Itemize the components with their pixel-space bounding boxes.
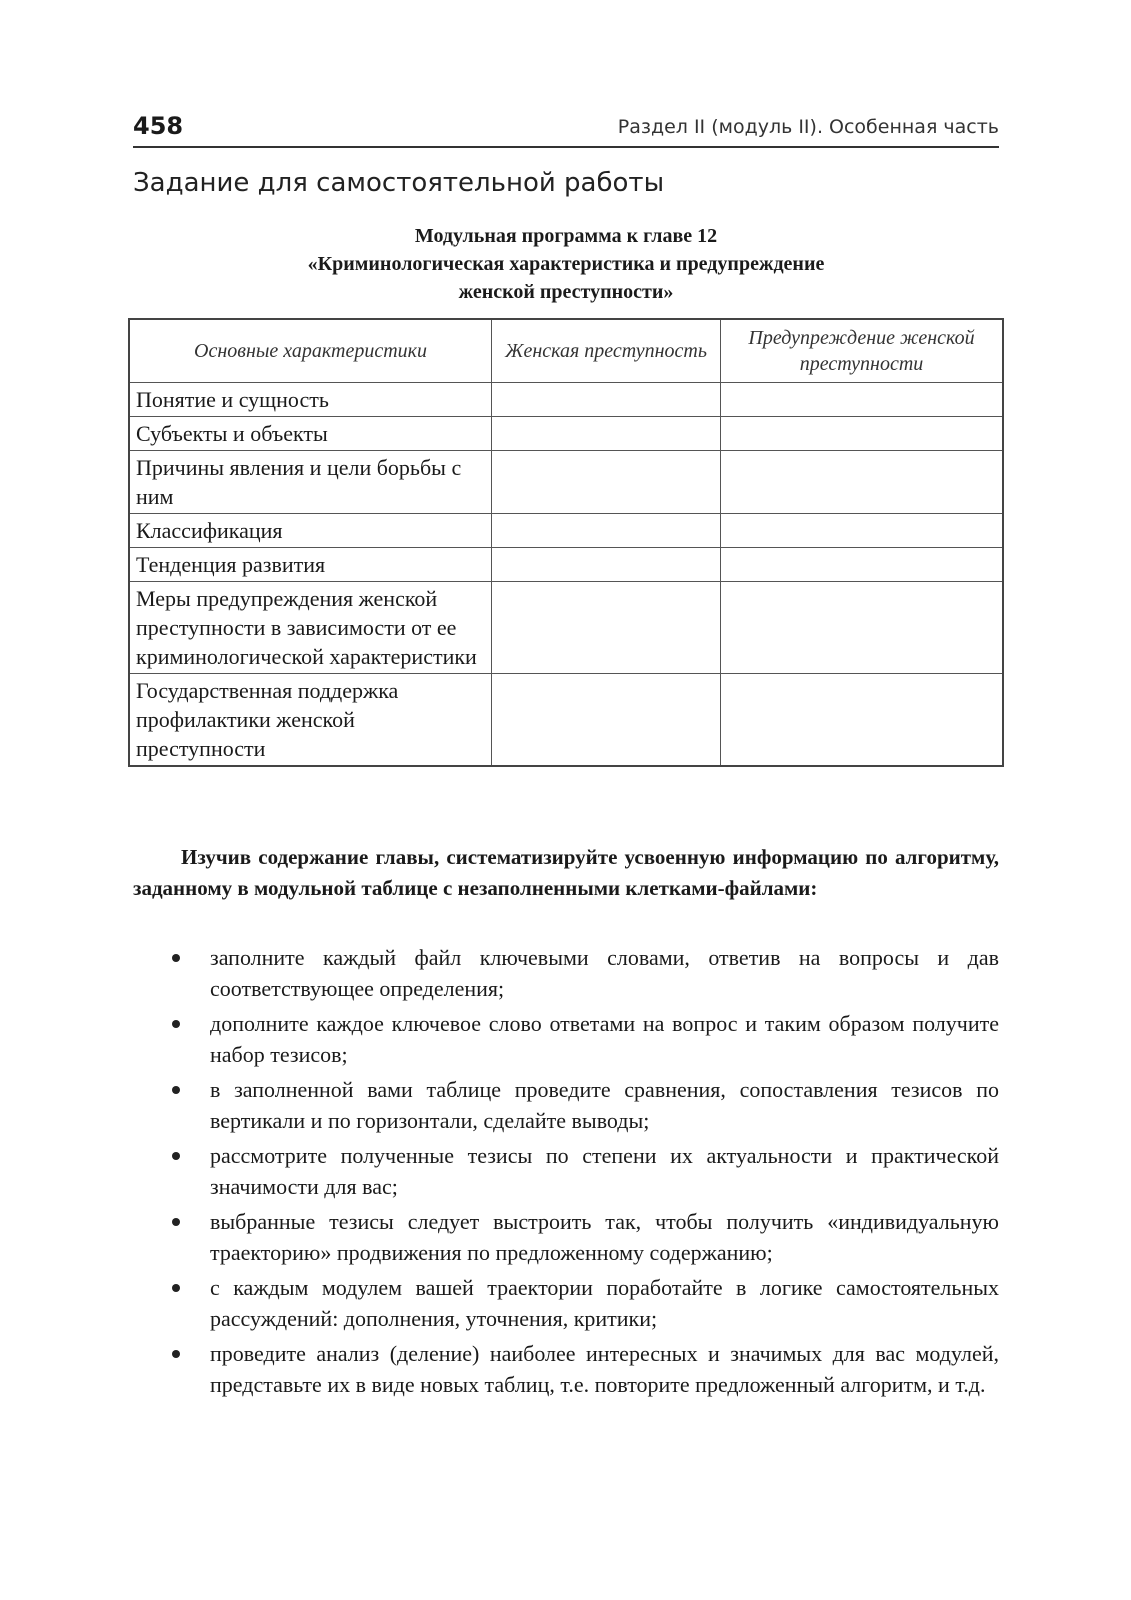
list-item [162,1008,999,1070]
page-header [133,112,999,148]
empty-cell [721,514,1003,548]
row-label: Государственная поддержка профилактики женской преступности [129,674,492,767]
empty-cell [492,383,721,417]
header-female-crime: Женская преступность [492,319,721,383]
list-item-text: дополните каждое ключевое слово ответами на вопрос и таким образом получите набор тезисов; [210,1011,999,1067]
list-item [162,1140,999,1202]
row-label: Понятие и сущность [129,383,492,417]
empty-cell [721,582,1003,674]
empty-cell [721,383,1003,417]
list-item [162,1206,999,1268]
bullet-icon [172,954,180,962]
header-prevention: Предупреждение женской преступности [721,319,1003,383]
list-item [162,942,999,1004]
bullet-icon [172,1020,180,1028]
row-label: Классификация [129,514,492,548]
list-item-text: проведите анализ (деление) наиболее интересных и значимых для вас модулей, представьте их в виде новых таблиц, т.е. повторите предложенный алгоритм, и т.д. [210,1341,999,1397]
list-item [162,1272,999,1334]
bullet-icon [172,1350,180,1358]
empty-cell [492,582,721,674]
table-row [129,582,1003,674]
list-item-text: с каждым модулем вашей траектории поработайте в логике самостоятельных рассуждений: дополнения, уточнения, критики; [210,1275,999,1331]
table-header-row [129,319,1003,383]
bullet-icon [172,1152,180,1160]
table-caption-line-1: Модульная программа к главе 12 [414,225,718,247]
empty-cell [492,514,721,548]
row-label: Причины явления и цели борьбы с ним [129,451,492,514]
list-item-text: заполните каждый файл ключевыми словами, ответив на вопросы и дав соответствующее определения; [210,945,999,1001]
page-number: 458 [133,112,184,140]
module-table [128,318,1004,767]
bullet-icon [172,1086,180,1094]
table-caption-line-3: женской преступности» [458,281,674,303]
empty-cell [721,674,1003,767]
table-row [129,514,1003,548]
task-steps-list [162,942,999,1404]
table-row [129,451,1003,514]
task-intro: Изучив содержание главы, систематизируйте усвоенную информацию по алгоритму, заданному в модульной таблице с незаполненными клетками-файлами: [133,845,999,900]
table-row [129,674,1003,767]
list-item-text: в заполненной вами таблице проведите сравнения, сопоставления тезисов по вертикали и по горизонтали, сделайте выводы; [210,1077,999,1133]
table-row [129,383,1003,417]
empty-cell [492,548,721,582]
row-label: Тенденция развития [129,548,492,582]
list-item-text: рассмотрите полученные тезисы по степени их актуальности и практической значимости для вас; [210,1143,999,1199]
empty-cell [721,417,1003,451]
empty-cell [492,417,721,451]
empty-cell [492,451,721,514]
list-item [162,1338,999,1400]
table-row [129,417,1003,451]
row-label: Субъекты и объекты [129,417,492,451]
row-label: Меры предупреждения женской преступности в зависимости от ее криминологической характеристики [129,582,492,674]
section-title: Задание для самостоятельной работы [133,168,665,198]
table-caption-line-2: «Криминологическая характеристика и предупреждение [307,253,825,275]
table-row [129,548,1003,582]
table-caption [133,222,999,306]
list-item [162,1074,999,1136]
header-main-characteristics: Основные характеристики [129,319,492,383]
list-item-text: выбранные тезисы следует выстроить так, чтобы получить «индивидуальную траекторию» продвижения по предложенному содержанию; [210,1209,999,1265]
empty-cell [721,548,1003,582]
bullet-icon [172,1218,180,1226]
empty-cell [721,451,1003,514]
running-head: Раздел II (модуль II). Особенная часть [617,116,999,138]
empty-cell [492,674,721,767]
bullet-icon [172,1284,180,1292]
